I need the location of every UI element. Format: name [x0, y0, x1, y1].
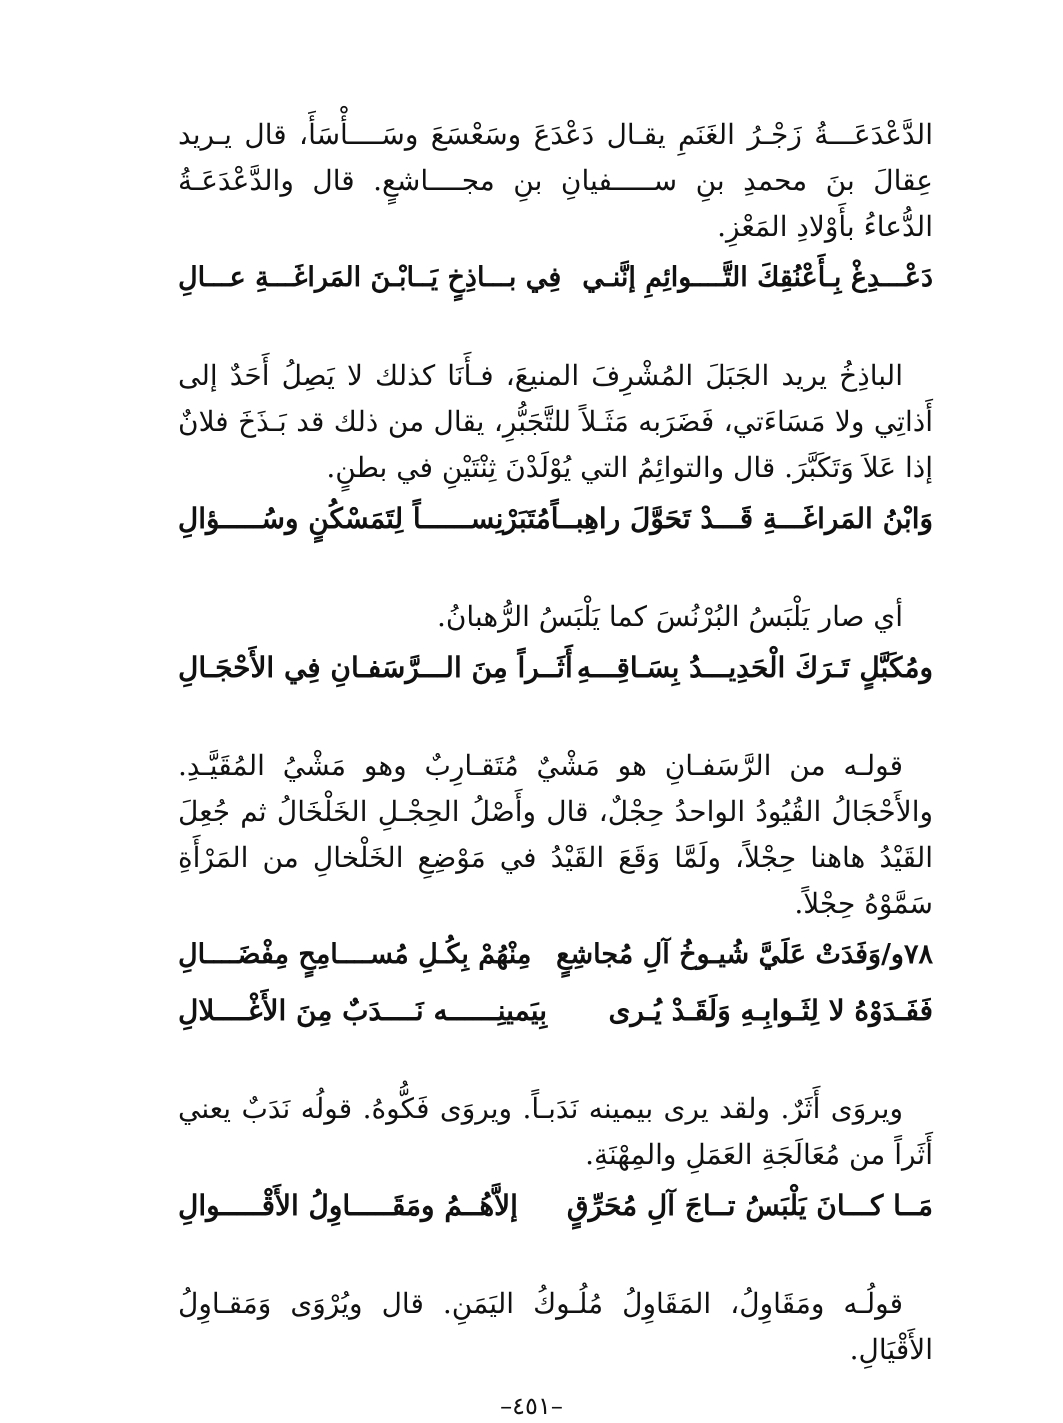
section-spacer — [178, 696, 933, 743]
poem-verse — [178, 640, 933, 696]
verse-second-hemistich: إلاَّهُــمُ ومَقَـــــاوِلُ الأَقْـــــوالِ — [178, 1189, 518, 1222]
section-spacer — [178, 1039, 933, 1086]
verse-second-hemistich: أَثَــراً مِنَ الـــرَّسَفـانِ فِي الأَحْجَـالِ — [178, 651, 573, 684]
commentary-paragraph: الباذِخُ يريد الجَبَلَ المُشْرِفَ المنيعَ، فـأَنَا كذلك لا يَصِلُ أَحَدٌ إلى أَذاتِي ولا مَسَاءَتي، فَضَرَبه مَثَـلاً للتَّجَبُّرِ، يقال من ذلك قد بَـذَخَ فلانٌ إذا عَلاَ وَتَكَبَّرَ. قال والتوائِمُ التي يُوْلَدْنَ ثِنْتَيْنِ في بطنٍ. — [178, 359, 933, 484]
section-spacer — [178, 306, 933, 353]
page-body — [178, 112, 933, 1373]
verse-first-hemistich: مَــا كـــانَ يَلْبَسُ تــاجَ آلِ مُحَرِّقٍ — [566, 1189, 933, 1222]
poem-verse — [178, 1178, 933, 1234]
poem-verse — [178, 983, 933, 1039]
poem-verse — [178, 927, 933, 983]
verse-first-hemistich: ومُكَبَّلٍ تَـرَكَ الْحَدِيـــدُ بِسَـاقِـــهِ — [576, 651, 933, 684]
page-number: –٤٥١– — [500, 1392, 563, 1420]
verse-first-hemistich: دَعْـــدِغْ بِـأَعْنُقِكَ التَّــــوائِمِ إنَّنـي — [582, 262, 933, 293]
section-spacer — [178, 1234, 933, 1281]
verse-first-hemistich: وَابْنُ المَراغَـــةِ قَـــدْ تَحَوَّلَ راهِبــاً — [550, 502, 933, 535]
commentary-paragraph: ويروَى أَثَرٌ. ولقد يرى بيمينه نَدَبـاً. ويروَى فَكُّوهُ. قولُه نَدَبٌ يعني أَثَراً من مُعَالَجَةِ العَمَلِ والمِهْنَةِ. — [178, 1092, 933, 1171]
verse-second-hemistich: فِي بـــاذِخٍ يَــابْـنَ المَراغَـــةِ عـــالِ — [178, 262, 562, 293]
commentary-paragraph: قولـه من الرَّسَفـانِ هو مَشْيٌ مُتَقـارِبٌ وهو مَشْيُ المُقَيَّـدِ. والأَحْجَالُ القُيُودُ الواحدُ حِجْلٌ، قال وأَصْلُ الحِجْـلِ الخَلْخَالُ ثم جُعِلَ القَيْدُ هاهنا حِجْلاً، ولَمَّا وَقَعَ القَيْدُ في مَوْضِعِ الخَلْخالِ من المَرْأَةِ سَمَّوْهُ حِجْلاً. — [178, 749, 933, 920]
verse-second-hemistich: مُتَبَرْنِســــــاً لِتَمَسْكُنٍ وسُـــــؤالِ — [177, 502, 551, 535]
poem-verse — [178, 250, 933, 306]
verse-second-hemistich: مِنْهُمْ بِكُـلِ مُســــامِحٍ مِفْضَــــالِ — [178, 939, 532, 970]
section-spacer — [178, 547, 933, 594]
commentary-paragraph: أي صار يَلْبَسُ البُرْنُسَ كما يَلْبَسُ الرُّهبانُ. — [436, 600, 903, 633]
commentary-paragraph: الدَّعْدَعَـــةُ زَجْـرُ الغَنَمِ يقـال دَعْدَعَ وسَعْسَعَ وسَــــأْسَأَ، قال يـريد عِقالَ بنَ محمدِ بنِ ســـــفيانِ بنِ مجــــاشعٍ. قال والدَّعْدَعَـةُ الدُّعاءُ بأَوْلادِ المَعْزِ. — [178, 118, 933, 243]
verse-first-hemistich: فَفَـدَوْهُ لا لِثَـوابِـهِ وَلَقَـدْ يُـرى — [608, 994, 933, 1027]
verse-second-hemistich: بِيَمينِــــــه نَــــدَبٌ مِنَ الأَغْــــلالِ — [178, 994, 548, 1027]
poem-verse — [178, 491, 933, 547]
verse-first-hemistich: ٧٨و/وَفَدَتْ عَلَيَّ شُيـوخُ آلِ مُجاشِعٍ — [556, 939, 933, 970]
commentary-paragraph: قولُـه ومَقَاوِلُ، المَقَاوِلُ مُلُـوكُ اليَمَنِ. قال ويُرْوَى وَمَقـاوِلُ الأَقْيَالِ. — [178, 1287, 933, 1366]
